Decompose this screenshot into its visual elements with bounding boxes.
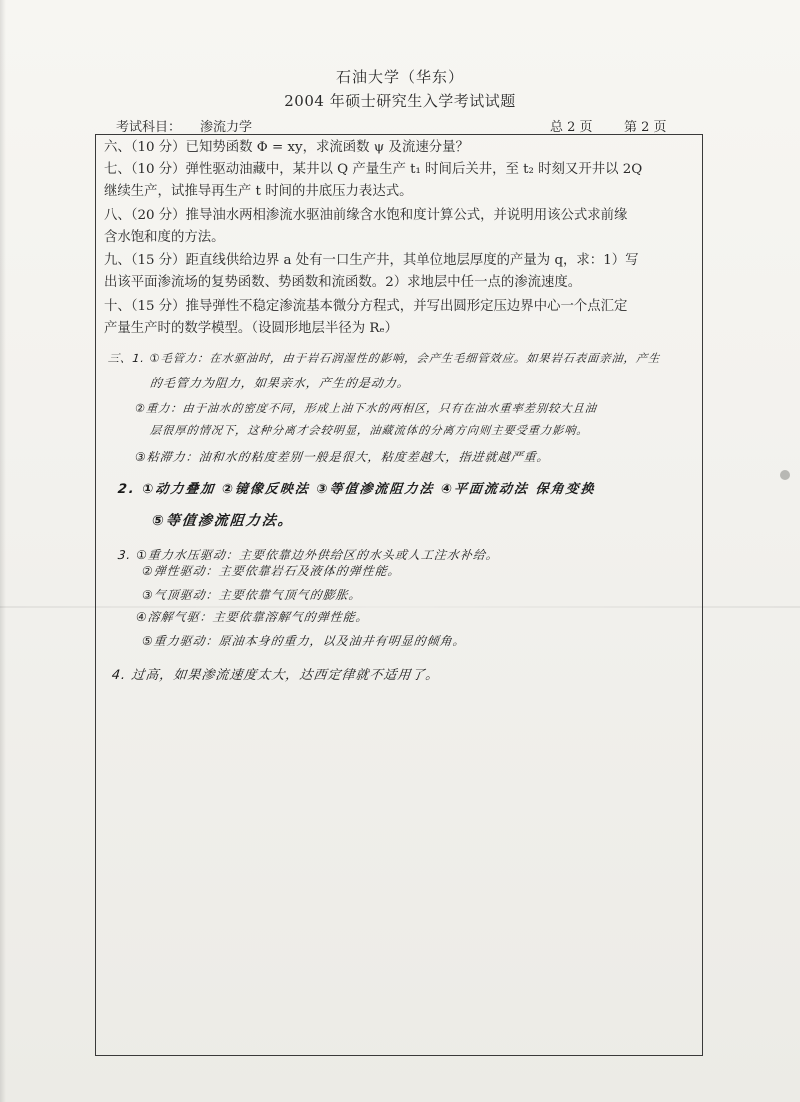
- handwritten-answer-line: 2. ①动力叠加 ②镜像反映法 ③等值渗流阻力法 ④平面流动法 保角变换: [117, 482, 597, 497]
- handwritten-answer-line: 三、1. ①毛管力：在水驱油时，由于岩石润湿性的影响，会产生毛细管效应。如果岩石表面亲油，产生: [107, 352, 661, 365]
- handwritten-answer-line: ②弹性驱动：主要依靠岩石及液体的弹性能。: [141, 564, 402, 578]
- university-title: 石油大学（华东）: [335, 68, 464, 86]
- paper-edge-shadow: [0, 0, 6, 1102]
- question-10: [104, 296, 694, 340]
- handwritten-answer-line: 的毛管力为阻力，如果亲水，产生的是动力。: [149, 376, 411, 390]
- handwritten-answer-line: ④溶解气驱：主要依靠溶解气的弹性能。: [135, 610, 370, 624]
- handwritten-answer-line: 3. ①重力水压驱动：主要依靠边外供给区的水头或人工注水补给。: [117, 548, 500, 562]
- punch-hole: [780, 470, 790, 480]
- handwritten-answer-line: 4. 过高，如果渗流速度太大，达西定律就不适用了。: [111, 668, 441, 683]
- handwritten-answer-line: ⑤重力驱动：原油本身的重力，以及油井有明显的倾角。: [141, 634, 467, 648]
- question-line: 产量生产时的数学模型。（设圆形地层半径为 Rₑ）: [104, 321, 399, 336]
- handwritten-answer-line: 层很厚的情况下，这种分离才会较明显，油藏流体的分离方向则主要受重力影响。: [149, 424, 590, 437]
- question-line: 八、（20 分）推导油水两相渗流水驱油前缘含水饱和度计算公式，并说明用该公式求前缘: [104, 208, 628, 223]
- question-line: 十、（15 分）推导弹性不稳定渗流基本微分方程式，并写出圆形定压边界中心一个点汇定: [104, 299, 628, 314]
- total-pages: 总 2 页: [550, 120, 593, 135]
- exam-meta-row: [100, 116, 700, 134]
- page-number: 第 2 页: [624, 120, 667, 135]
- subject-value: 渗流力学: [200, 120, 253, 135]
- question-line: 七、（10 分）弹性驱动油藏中，某井以 Q 产量生产 t₁ 时间后关井，至 t₂ 时刻又开井以 2Q: [104, 162, 643, 177]
- handwritten-answer-line: ③气顶驱动：主要依靠气顶气的膨胀。: [141, 588, 363, 602]
- question-6: [104, 137, 694, 159]
- question-line: 出该平面渗流场的复势函数、势函数和流函数。2）求地层中任一点的渗流速度。: [104, 275, 582, 290]
- question-8: [104, 205, 694, 249]
- exam-title: 2004 年硕士研究生入学考试试题: [284, 92, 516, 110]
- handwritten-answer-line: ③粘滞力：油和水的粘度差别一般是很大，粘度差越大，指进就越严重。: [134, 450, 551, 464]
- question-line: 九、（15 分）距直线供给边界 a 处有一口生产井，其单位地层厚度的产量为 q，求：1）写: [104, 253, 639, 268]
- question-7: [104, 159, 694, 203]
- question-line: 六、（10 分）已知势函数 Φ = xy，求流函数 ψ 及流速分量？: [104, 140, 469, 155]
- question-line: 继续生产，试推导再生产 t 时间的井底压力表达式。: [104, 184, 413, 199]
- handwritten-answer-line: ⑤等值渗流阻力法。: [151, 513, 295, 529]
- question-9: [104, 250, 694, 294]
- question-line: 含水饱和度的方法。: [104, 230, 225, 245]
- handwritten-answer-line: ②重力：由于油水的密度不同，形成上油下水的两相区，只有在油水重率差别较大且油: [134, 402, 598, 415]
- subject-label: 考试科目：: [116, 120, 182, 135]
